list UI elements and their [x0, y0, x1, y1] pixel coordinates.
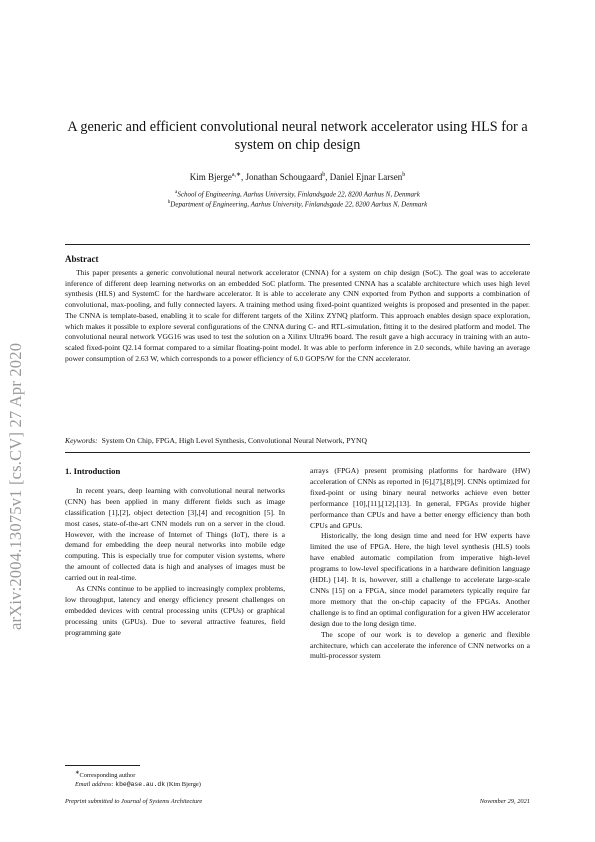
footnote-mark: ∗ — [75, 770, 80, 776]
keywords-text: System On Chip, FPGA, High Level Synthesis, Convolutional Neural Network, PYNQ — [101, 436, 367, 445]
paragraph: In recent years, deep learning with convolutional neural networks (CNN) has been applied in many different fields such as image classification [1],[2], object detection [3],[4] and recognition [5]. In most cases, state-of-the-art CNN models run on a server in the cloud. However, with the increase of Internet of Things (IoT), there is a demand for embedding the deep neural networks into mobile edge computing. This is especially true for computer vision systems, where the amount of collected data is high and analyses of images must be carried out in real-time. — [65, 485, 285, 583]
keywords — [65, 436, 530, 445]
email-label: Email address: — [75, 780, 114, 788]
keywords-label: Keywords: — [65, 436, 98, 445]
paragraph: arrays (FPGA) present promising platforms for hardware (HW) acceleration of CNNs as reported in [6],[7],[8],[9]. CNNs optimized for fixed-point or using binary neural networks achieve even better performance [10],[11],[12],[13]. In general, FPGAs provide higher performance than CPUs and have a better energy efficiency than both CPUs and GPUs. — [310, 466, 530, 530]
paper-title: A generic and efficient convolutional neural network accelerator using HLS for a system on chip design — [67, 119, 528, 153]
paragraph: Historically, the long design time and need for HW experts have limited the use of FPGA. Here, the high level synthesis (HLS) tools have enabled automatic compilation from imperative high-level programs to low-level specifications in a hardware definition language (HDL) [14]. It is, however, still a challenge to accelerate large-scale CNNs [15] on a FPGA, since model parameters typically require far more memory that the on-chip capacity of the FPGAs. Another challenge is to find an optimal configuration for a given HW accelerator design due to the long design time. — [310, 531, 530, 628]
affiliation-text: School of Engineering, Aarhus University, Finlandsgade 22, 8200 Aarhus N, Denmark — [177, 190, 420, 199]
footnote — [75, 769, 295, 789]
author-affil-mark: b — [402, 172, 406, 178]
affiliation — [60, 190, 535, 198]
affiliation-mark: a — [175, 190, 178, 195]
arxiv-identifier-stamp: arXiv:2004.13075v1 [cs.CV] 27 Apr 2020 — [6, 342, 25, 630]
affiliation — [60, 200, 535, 208]
author-affil-mark: a,∗ — [231, 172, 242, 178]
footnote-rule — [65, 765, 140, 766]
affiliation-mark: b — [167, 200, 171, 205]
preprint-date: November 29, 2021 — [479, 798, 530, 805]
paragraph: As CNNs continue to be applied to increasingly complex problems, low throughput, latency and energy efficiency present challenges on embedded devices with central processing units (CPUs) or graphical processing units (GPUs). Due to several attractive features, field programming gate — [65, 584, 285, 637]
footnote-corresponding: Corresponding author — [79, 772, 136, 780]
paragraph: The scope of our work is to develop a generic and flexible architecture, which can accelerate the inference of CNN networks on a multi-processor system — [310, 629, 530, 661]
affiliation-text: Department of Engineering, Aarhus University, Finlandsgade 22, 8200 Aarhus N, Denmark — [170, 200, 428, 209]
abstract-bottom-rule — [65, 452, 530, 453]
email-link[interactable]: kbe@ase.au.dk — [115, 780, 166, 788]
author-list: Kim Bjerge$^{a,∗}$, Jonathan Schougaard$^b$, Daniel Ejnar Larsen$^b$ — [189, 172, 406, 182]
abstract-text: This paper presents a generic convolutional neural network accelerator (CNNA) for a system on chip design (SoC). The goal was to accelerate inference of different deep learning networks on an embedded SoC platform. The presented CNNA has a scalable architecture which uses high level synthesis (HLS) and SystemC for the hardware accelerator. It is able to accelerate any CNN exported from Python and supports a combination of convolutional, max-pooling, and fully connected layers. A training method using fixed-point quantized weights is proposed and presented in the paper. The CNNA is template-based, enabling it to scale for different targets of the Xilinx ZYNQ platform. This approach enables design space exploration, which makes it possible to explore several configurations of the CNNA during C- and RTL-simulation, fitting it to the desired platform and model. The convolutional neural network VGG16 was used to test the solution on a Xilinx Ultra96 board. The result gave a high accuracy in training with an auto-scaled fixed-point Q2.14 format compared to a similar floating-point model. It was able to perform inference in 2.0 seconds, while having an average power consumption of 2.63 W, which corresponds to a power efficiency of 6.0 GOPS/W for the CNN accelerator. — [65, 268, 530, 363]
email-owner: (Kim Bjerge) — [166, 780, 201, 788]
author-affil-mark: b — [322, 172, 326, 178]
right-column — [310, 466, 530, 662]
left-column — [65, 466, 285, 639]
abstract-heading: Abstract — [65, 254, 99, 264]
author-name: Jonathan Schougaard — [245, 172, 323, 182]
abstract-top-rule — [65, 244, 530, 245]
section-heading: 1. Introduction — [65, 466, 121, 476]
author-name: Daniel Ejnar Larsen — [329, 172, 403, 182]
preprint-journal-note: Preprint submitted to Journal of Systems Architecture — [65, 798, 203, 805]
author-name: Kim Bjerge — [189, 172, 232, 182]
